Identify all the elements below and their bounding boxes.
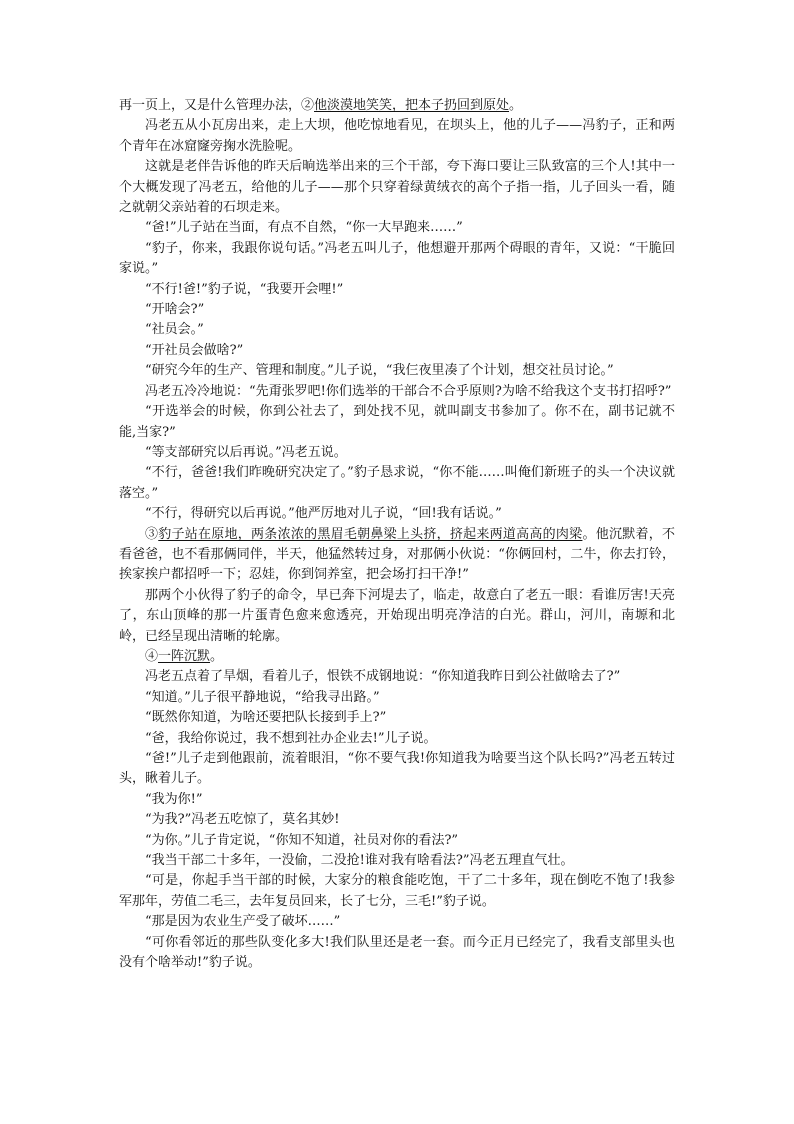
paragraph [119, 525, 675, 586]
paragraph-text: “开选举会的时候，你到公社去了，到处找不见，就叫副支书参加了。你不在，副书记就不能,当家?” [119, 404, 675, 440]
paragraph-text: “我当干部二十多年，一没偷，二没抢!谁对我有啥看法?”冯老五理直气壮。 [145, 853, 574, 869]
paragraph-text: “爸，我给你说过，我不想到社办企业去!”儿子说。 [145, 730, 437, 746]
paragraph-text: 冯老五冷冷地说：“先甭张罗吧!你们选举的干部合不合乎原则?为啥不给我这个支书打招呼?” [145, 383, 672, 399]
underlined-sentence: 他淡漠地笑笑，把本子扔回到原处 [314, 98, 510, 113]
paragraph-text: 这就是老伴告诉他的昨天后晌选举出来的三个干部，夸下海口要让三队致富的三个人!其中一个大概发现了冯老五，给他的儿子——那个只穿着绿黄绒衣的高个子指一指，儿子回头一看，随之就朝父亲站着的石坝走来。 [119, 159, 675, 216]
paragraph-text: “不行!爸!”豹子说，“我要开会哩!” [145, 281, 344, 297]
paragraph-text: 冯老五点着了旱烟，看着儿子，恨铁不成钢地说：“你知道我昨日到公社做啥去了?” [145, 669, 621, 685]
paragraph-text: “开社员会做啥?” [145, 342, 244, 358]
paragraph-text: “豹子，你来，我跟你说句话。”冯老五叫儿子，他想避开那两个碍眼的青年，又说：“干脆回家说。” [119, 240, 675, 277]
paragraph [119, 504, 675, 524]
paragraph-text: “我为你!” [145, 791, 203, 807]
paragraph [119, 729, 675, 749]
paragraph [119, 157, 675, 218]
document-page [119, 96, 675, 973]
paragraph-text: “开啥会?” [145, 302, 205, 318]
paragraph [119, 341, 675, 361]
paragraph [119, 239, 675, 280]
paragraph [119, 218, 675, 238]
paragraph-text: “不行，得研究以后再说。”他严厉地对儿子说，“回!我有话说。” [145, 506, 502, 522]
paragraph [119, 647, 675, 667]
paragraph-text: “等支部研究以后再说。”冯老五说。 [145, 444, 347, 460]
paragraph [119, 688, 675, 708]
paragraph [119, 586, 675, 647]
paragraph [119, 361, 675, 381]
underlined-sentence: 一阵沉默 [158, 648, 211, 664]
paragraph [119, 912, 675, 932]
paragraph-text: “知道。”儿子很平静地说，“给我寻出路。” [145, 689, 380, 705]
paragraph-text: 再一页上，又是什么管理办法，② [119, 98, 315, 113]
paragraph [119, 851, 675, 871]
paragraph [119, 280, 675, 300]
paragraph [119, 116, 675, 157]
paragraph-text: “社员会。” [145, 322, 204, 338]
paragraph-text: 那两个小伙得了豹子的命令，早已奔下河堤去了，临走，故意白了老五一眼：看谁厉害!天亮了，东山顶峰的那一片蛋青色愈来愈透亮，开始现出明亮净洁的白光。群山，河川，南塬和北岭，已经呈现出清晰的轮廓。 [119, 587, 675, 644]
paragraph-text: “爸!”儿子站在当面，有点不自然，“你一大早跑来……” [145, 220, 463, 236]
paragraph [119, 300, 675, 320]
paragraph [119, 831, 675, 851]
paragraph [119, 708, 675, 728]
paragraph-text: “既然你知道，为啥还要把队长接到手上?” [145, 710, 387, 726]
paragraph [119, 443, 675, 463]
paragraph-text: “不行，爸爸!我们昨晚研究决定了。”豹子恳求说，“你不能……叫俺们新班子的头一个决议就落空。” [119, 465, 675, 501]
paragraph-text: “那是因为农业生产受了破坏……” [145, 914, 341, 930]
paragraph-text: “为你。”儿子肯定说，“你知不知道，社员对你的看法?” [145, 832, 459, 848]
paragraph-text: 。他沉默着，不看爸爸，也不看那俩同伴，半天，他猛然转过身，对那俩小伙说：“你俩回村，二牛，你去打铃，挨家挨户都招呼一下；忍娃，你到饲养室，把会场打扫干净!” [119, 526, 675, 583]
paragraph-text: “爸!”儿子走到他跟前，流着眼泪，“你不要气我!你知道我为啥要当这个队长吗?”冯老五转过头，瞅着儿子。 [119, 751, 675, 787]
paragraph [119, 96, 675, 116]
paragraph [119, 463, 675, 504]
paragraph-text: 冯老五从小瓦房出来，走上大坝，他吃惊地看见，在坝头上，他的儿子——冯豹子，正和两个青年在冰窟窿旁掬水洗脸呢。 [119, 118, 675, 154]
paragraph-text: ③ [145, 526, 159, 542]
paragraph [119, 402, 675, 443]
paragraph [119, 382, 675, 402]
paragraph-text: “可你看邻近的那些队变化多大!我们队里还是老一套。而今正月已经完了，我看支部里头也没有个啥举动!”豹子说。 [119, 934, 675, 971]
paragraph-text: 。 [210, 648, 224, 664]
paragraph-text: 。 [509, 98, 523, 113]
paragraph [119, 749, 675, 790]
paragraph [119, 810, 675, 830]
paragraph-text: “研究今年的生产、管理和制度。”儿子说，“我仨夜里凑了个计划，想交社员讨论。” [145, 363, 614, 379]
paragraph-text: ④ [145, 648, 159, 664]
underlined-sentence: 豹子站在原地，两条浓浓的黑眉毛朝鼻梁上头挤，挤起来两道高高的肉梁 [158, 526, 583, 542]
paragraph [119, 871, 675, 912]
paragraph [119, 790, 675, 810]
paragraph [119, 933, 675, 974]
paragraph [119, 320, 675, 340]
paragraph-text: “可是，你起手当干部的时候，大家分的粮食能吃饱，干了二十多年，现在倒吃不饱了!我参军那年，劳值二毛三，去年复员回来，长了七分，三毛!”豹子说。 [119, 873, 675, 909]
paragraph [119, 667, 675, 687]
paragraph-text: “为我?”冯老五吃惊了，莫名其妙! [145, 812, 340, 828]
